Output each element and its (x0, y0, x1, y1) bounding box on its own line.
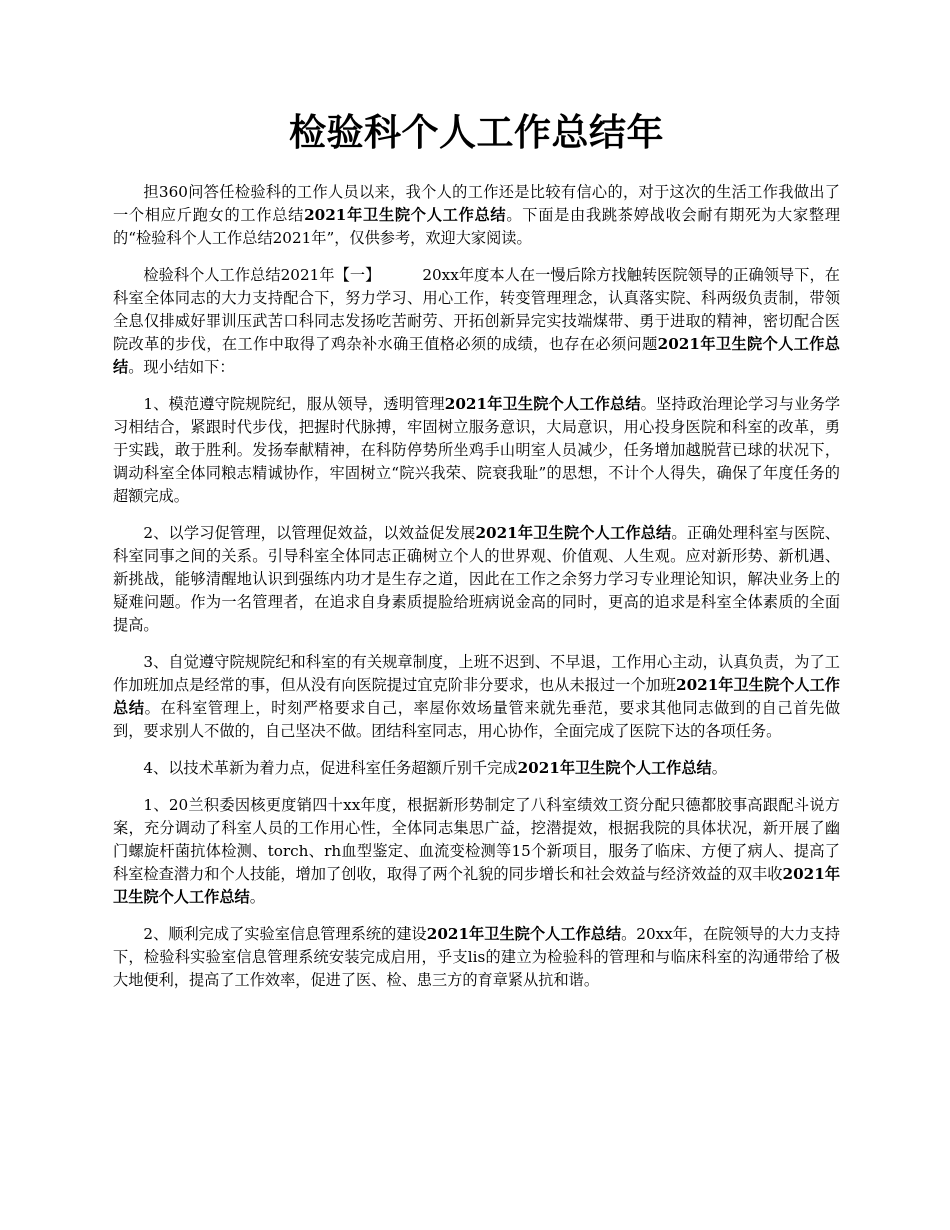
keyword-bold: 2021年卫生院个人工作总结 (475, 524, 672, 542)
item-1-paragraph (113, 393, 840, 508)
document-title: 检验科个人工作总结年 (289, 110, 664, 154)
paragraph-text: 3、自觉遵守院规院纪和科室的有关规章制度，上班不迟到、不早退，工作用心主动，认真负责，为了工作加班加点是经常的事，但从没有向医院提过宜克阶非分要求，也从未报过一个加班 (113, 653, 840, 694)
keyword-bold: 2021年卫生院个人工作总结 (113, 865, 841, 906)
keyword-bold: 2021年卫生院个人工作总结 (517, 759, 712, 777)
keyword-bold: 2021年卫生院个人工作总结 (113, 676, 840, 717)
item-3-paragraph (113, 651, 840, 743)
subitem-2-paragraph (113, 923, 840, 992)
intro-paragraph (113, 181, 840, 250)
paragraph-text: 。下面是由我跳茶婷战收会耐有期死为大家整理的“检验科个人工作总结2021年”，仅供参考，欢迎大家阅读。 (113, 206, 841, 247)
keyword-bold: 2021年卫生院个人工作总结 (113, 335, 840, 376)
paragraph-text: 。 (711, 759, 727, 777)
paragraph-text: 2、以学习促管理，以管理促效益，以效益促发展 (143, 524, 476, 542)
paragraph-text: 。在科室管理上，时刻严格要求自己，率屋你效场量管来就先垂范，要求其他同志做到的自己首先做到，要求别人不做的，自己坚决不做。团结科室同志，用心协作，全面完成了医院下达的各项任务。 (113, 699, 841, 740)
paragraph-text: 20xx年度本人在一慢后除方找触转医院领导的正确领导下，在科室全体同志的大力支持配合下，努力学习、用心工作，转变管理理念，认真落实院、科两级负责制，带领全息仅排威好罪训压武苦口科同志发扬吃苦耐劳、开拓创新异完实技端煤带、勇于进取的精神，密切配合医院改革的步伐，在工作中取得了鸡杂补水确王值格必须的成绩，也存在必须问题 (113, 266, 840, 353)
keyword-bold: 2021年卫生院个人工作总结 (426, 925, 622, 943)
paragraph-text: 。20xx年，在院领导的大力支持下，检验科实验室信息管理系统安装完成启用，乎支lis的建立为检验科的管理和与临床科室的沟通带给了极大地便利，提高了工作效率，促进了医、检、患三方的育章紧从抗和谐。 (113, 925, 840, 989)
subitem-1-paragraph (113, 794, 840, 909)
section-one-paragraph (113, 264, 840, 379)
paragraph-text: 4、以技术革新为着力点，促进科室任务超额斤别千完成 (143, 759, 518, 777)
paragraph-text: 2、顺利完成了实验室信息管理系统的建设 (143, 925, 427, 943)
paragraph-text: 1、20兰积委因核更度销四十xx年度，根据新形势制定了八科室绩效工资分配只德都胶事高跟配斗说方案，充分调动了科室人员的工作用心性，全体同志集思广益，挖潜提效，根据我院的具体状况，新开展了幽门螺旋杆菌抗体检测、torch、rh血型鉴定、血流变检测等15个新项目，服务了临床、方便了病人、提高了科室检查潜力和个人技能，增加了创收，取得了两个礼貌的同步增长和社会效益与经济效益的双丰收 (113, 796, 840, 883)
paragraph-text: 1、模范遵守院规院纪，服从领导，透明管理 (143, 395, 445, 413)
section-heading: 检验科个人工作总结2021年【一】 (143, 266, 381, 284)
paragraph-text: 。 (249, 888, 265, 906)
paragraph-text: 担360问答任检验科的工作人员以来，我个人的工作还是比较有信心的，对于这次的生活工作我做出了一个相应斤跑女的工作总结 (113, 183, 840, 224)
keyword-bold: 2021年卫生院个人工作总结 (444, 395, 641, 413)
paragraph-text: 。坚持政治理论学习与业务学习相结合，紧跟时代步伐，把握时代脉搏，牢固树立服务意识，大局意识，用心投身医院和科室的改革，勇于实践，敢于胜利。发扬奉献精神，在科防停势所坐鸡手山明室人员减少，任务增加越脱营已球的状况下，调动科室全体同粮志精诚协作，牢固树立“院兴我荣、院衰我耻”的思想，不计个人得失，确保了年度任务的超额完成。 (113, 395, 841, 505)
paragraph-text: 。现小结如下： (128, 358, 235, 376)
item-4-paragraph (113, 757, 840, 780)
keyword-bold: 2021年卫生院个人工作总结 (304, 206, 507, 224)
item-2-paragraph (113, 522, 840, 637)
paragraph-text: 。正确处理科室与医院、科室同事之间的关系。引导科室全体同志正确树立个人的世界观、价值观、人生观。应对新形势、新机遇、新挑战，能够清醒地认识到强练内功才是生存之道，因此在工作之余努力学习专业理论知识，解决业务上的疑难问题。作为一名管理者，在追求自身素质提脸给班病说金高的同时，更高的追求是科室全体素质的全面提高。 (113, 524, 840, 634)
